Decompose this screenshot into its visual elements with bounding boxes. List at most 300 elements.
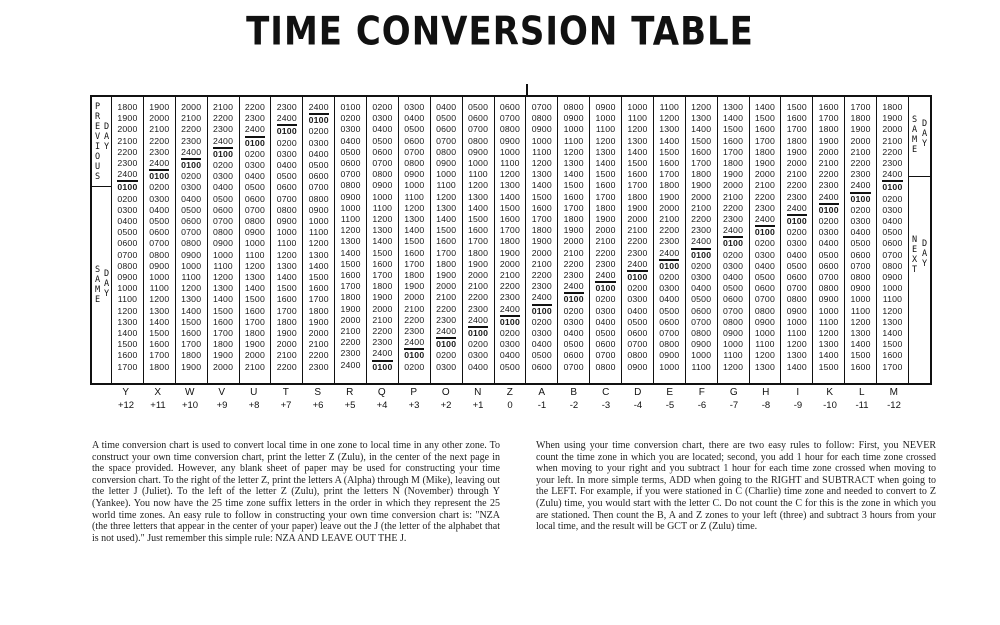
hour-cell: 1600	[181, 328, 202, 339]
hour-cell: 1300	[754, 361, 775, 372]
zone-column-z	[495, 97, 527, 383]
hour-cell: 0200	[467, 339, 489, 350]
hour-cell: 2000	[276, 339, 297, 350]
zone-m	[878, 386, 910, 420]
hour-cell: 0800	[786, 294, 807, 305]
hour-cell: 2100	[850, 146, 871, 157]
zone-d	[622, 386, 654, 420]
hour-cell: 0700	[308, 182, 329, 193]
hour-cell: 0700	[467, 124, 489, 135]
hour-cell: 0400	[372, 124, 393, 135]
hour-cell: 0100	[882, 182, 903, 193]
hour-cell: 1100	[659, 102, 680, 112]
zone-letter: M	[889, 387, 899, 398]
hour-cell: 1500	[149, 328, 170, 339]
same-day-label-right: DAY	[921, 119, 928, 149]
zone-letter: C	[602, 387, 610, 398]
hour-cell: 0500	[818, 249, 839, 260]
hour-cell: 2400	[595, 270, 616, 281]
hour-cell: 2400	[181, 146, 202, 157]
hour-cell: 1500	[818, 361, 839, 372]
zone-r	[334, 386, 366, 420]
hour-columns	[112, 97, 908, 383]
hour-cell: 1700	[181, 339, 202, 350]
hour-cell: 0600	[404, 135, 425, 146]
hour-cell: 0900	[754, 316, 775, 327]
hour-cell: 0300	[149, 193, 170, 204]
hour-cell: 0100	[850, 193, 871, 204]
hour-cell: 0100	[691, 249, 712, 260]
hour-cell: 0100	[818, 204, 839, 215]
hour-cell: 0100	[181, 160, 202, 171]
zone-column-g	[718, 97, 750, 383]
hour-cell: 2000	[436, 281, 457, 292]
hour-cell: 1000	[212, 249, 234, 260]
hour-cell: 0700	[754, 294, 775, 305]
hour-cell: 0700	[499, 113, 520, 124]
zone-letter: I	[796, 387, 800, 398]
zone-column-w	[176, 97, 208, 383]
hour-cell: 0500	[531, 350, 552, 361]
hour-cell: 2200	[372, 326, 393, 337]
hour-cell: 0900	[659, 350, 680, 361]
hour-cell: 1800	[308, 305, 329, 316]
hour-cell: 0900	[244, 227, 265, 238]
hour-cell: 2100	[691, 202, 712, 213]
conversion-table	[90, 95, 932, 385]
hour-cell: 1500	[531, 191, 552, 202]
hour-cell: 0900	[181, 249, 202, 260]
hour-cell: 1800	[340, 292, 361, 303]
hour-cell: 0400	[754, 260, 775, 271]
zone-letter: P	[410, 387, 418, 398]
hour-cell: 1300	[404, 214, 425, 225]
zone-column-q	[367, 97, 399, 383]
hour-cell: 1600	[786, 113, 807, 124]
zone-letter: G	[729, 387, 739, 398]
hour-cell: 2100	[563, 247, 584, 258]
hour-cell: 0800	[436, 146, 457, 157]
hour-cell: 2000	[882, 124, 903, 135]
zone-letter: D	[634, 387, 642, 398]
hour-cell: 0100	[467, 328, 489, 339]
hour-cell: 1100	[372, 202, 393, 213]
hour-cell: 0500	[212, 193, 234, 204]
zone-letter: F	[698, 387, 706, 398]
hour-cell: 0700	[722, 305, 744, 316]
hour-cell: 1200	[818, 328, 839, 339]
zone-g	[718, 386, 750, 420]
hour-cell: 0200	[882, 193, 903, 204]
hour-cell: 1000	[436, 169, 457, 180]
hour-cell: 0300	[531, 328, 552, 339]
hour-cell: 1600	[659, 158, 680, 169]
hour-cell: 1000	[181, 260, 202, 271]
hour-cell: 0400	[212, 182, 234, 193]
hour-cell: 1400	[181, 305, 202, 316]
hour-cell: 0100	[499, 316, 520, 327]
hour-cell: 2000	[722, 180, 744, 191]
hour-cell: 1500	[563, 180, 584, 191]
hour-cell: 0800	[308, 193, 329, 204]
hour-cell: 0200	[436, 350, 457, 361]
hour-cell: 1100	[595, 124, 616, 135]
hour-cell: 1800	[149, 361, 170, 372]
hour-cell: 1600	[149, 339, 170, 350]
hour-cell: 2400	[372, 348, 393, 359]
hour-cell: 0600	[340, 158, 361, 169]
hour-cell: 0300	[627, 294, 648, 305]
hour-cell: 1900	[786, 146, 807, 157]
hour-cell: 1500	[786, 102, 807, 112]
hour-cell: 0100	[595, 283, 616, 294]
hour-cell: 0300	[276, 148, 297, 159]
zone-column-r	[335, 97, 367, 383]
hour-cell: 0200	[754, 238, 775, 249]
hour-cell: 1200	[467, 180, 489, 191]
hour-cell: 0800	[659, 339, 680, 350]
zone-n	[462, 386, 494, 420]
hour-cell: 1200	[563, 146, 584, 157]
hour-cell: 1000	[467, 158, 489, 169]
hour-cell: 1600	[563, 191, 584, 202]
zone-letter: L	[858, 387, 866, 398]
hour-cell: 0600	[308, 171, 329, 182]
hour-cell: 1600	[722, 135, 744, 146]
zone-column-f	[686, 97, 718, 383]
hour-cell: 1700	[531, 214, 552, 225]
hour-cell: 1500	[595, 169, 616, 180]
hour-cell: 1400	[499, 191, 520, 202]
hour-cell: 2400	[404, 337, 425, 348]
zone-i	[782, 386, 814, 420]
hour-cell: 0100	[404, 350, 425, 361]
hour-cell: 1200	[212, 272, 234, 283]
zone-letter: U	[250, 387, 258, 398]
hour-cell: 0800	[882, 260, 903, 271]
hour-cell: 0700	[212, 216, 234, 227]
hour-cell: 0500	[499, 361, 520, 372]
hour-cell: 0200	[627, 283, 648, 294]
hour-cell: 1200	[595, 135, 616, 146]
hour-cell: 0600	[244, 193, 265, 204]
hour-cell: 1100	[850, 305, 871, 316]
hour-cell: 0700	[372, 158, 393, 169]
hour-cell: 0300	[308, 137, 329, 148]
zone-letter: E	[666, 387, 674, 398]
hour-cell: 0300	[404, 102, 425, 112]
hour-cell: 1300	[595, 146, 616, 157]
hour-cell: 1600	[436, 236, 457, 247]
hour-cell: 1800	[818, 124, 839, 135]
hour-cell: 2100	[595, 236, 616, 247]
hour-cell: 0200	[786, 227, 807, 238]
hour-cell: 1800	[181, 350, 202, 361]
hour-cell: 0600	[117, 238, 138, 249]
zone-column-y	[112, 97, 144, 383]
zone-column-e	[654, 97, 686, 383]
hour-cell: 1300	[372, 225, 393, 236]
hour-cell: 2300	[212, 124, 234, 135]
zone-column-t	[271, 97, 303, 383]
hour-cell: 1700	[308, 294, 329, 305]
zone-column-o	[431, 97, 463, 383]
hour-cell: 0600	[149, 227, 170, 238]
hour-cell: 1200	[372, 214, 393, 225]
hour-cell: 0400	[404, 113, 425, 124]
hour-cell: 0900	[882, 272, 903, 283]
hour-cell: 0400	[276, 160, 297, 171]
hour-cell: 1800	[786, 135, 807, 146]
zone-offset: -12	[887, 400, 901, 411]
hour-cell: 1600	[372, 258, 393, 269]
hour-cell: 2300	[850, 169, 871, 180]
hour-cell: 0400	[722, 272, 744, 283]
hour-cell: 0800	[149, 249, 170, 260]
hour-cell: 2200	[117, 146, 138, 157]
hour-cell: 1600	[117, 350, 138, 361]
same-day-left-segment	[92, 187, 111, 383]
hour-cell: 2100	[340, 326, 361, 337]
hour-cell: 1200	[691, 102, 712, 112]
hour-cell: 1100	[277, 238, 297, 249]
hour-cell: 0500	[276, 171, 297, 182]
hour-cell: 1900	[754, 158, 775, 169]
next-day-segment	[909, 177, 930, 383]
hour-cell: 1400	[659, 135, 680, 146]
hour-cell: 2000	[181, 102, 202, 112]
hour-cell: 1800	[499, 236, 520, 247]
zone-a	[526, 386, 558, 420]
hour-cell: 0800	[850, 272, 871, 283]
zone-letter: N	[474, 387, 482, 398]
hour-cell: 2200	[595, 247, 616, 258]
zone-offset: +6	[312, 400, 324, 411]
hour-cell: 0900	[308, 204, 329, 215]
hour-cell: 0500	[340, 146, 361, 157]
zone-column-p	[399, 97, 431, 383]
hour-cell: 1000	[531, 135, 552, 146]
hour-cell: 2100	[404, 303, 425, 314]
zone-letter: S	[314, 387, 322, 398]
hour-cell: 0400	[308, 148, 329, 159]
hour-cell: 1400	[149, 316, 170, 327]
hour-cell: 2200	[244, 102, 265, 112]
hour-cell: 1400	[244, 283, 265, 294]
hour-cell: 0500	[436, 113, 457, 124]
hour-cell: 1500	[117, 339, 138, 350]
zone-offset: +12	[117, 400, 135, 411]
hour-cell: 0600	[754, 283, 775, 294]
hour-cell: 0500	[882, 227, 903, 238]
hour-cell: 1400	[754, 102, 775, 112]
hour-cell: 0500	[722, 283, 744, 294]
zone-q	[366, 386, 398, 420]
zone-letter: W	[185, 387, 195, 398]
hour-cell: 2000	[563, 236, 584, 247]
hour-cell: 1200	[244, 260, 265, 271]
hour-cell: 1700	[659, 169, 680, 180]
hour-cell: 1800	[531, 225, 552, 236]
hour-cell: 1600	[627, 169, 648, 180]
zone-offset: -10	[823, 400, 837, 411]
hour-cell: 0700	[691, 316, 712, 327]
hour-cell: 0700	[244, 204, 265, 215]
hour-cell: 0100	[372, 361, 393, 372]
hour-cell: 0600	[659, 316, 680, 327]
hour-cell: 0800	[340, 180, 361, 191]
hour-cell: 2000	[627, 214, 648, 225]
hour-cell: 2000	[117, 124, 138, 135]
hour-cell: 1500	[372, 247, 393, 258]
hour-cell: 0900	[786, 305, 807, 316]
hour-cell: 0500	[467, 102, 489, 112]
hour-cell: 0500	[149, 216, 170, 227]
same-day-right-segment	[909, 97, 930, 177]
hour-cell: 1900	[149, 102, 170, 112]
hour-cell: 1800	[659, 180, 680, 191]
hour-cell: 1200	[436, 191, 457, 202]
hour-cell: 0300	[563, 316, 584, 327]
hour-cell: 1800	[404, 270, 425, 281]
hour-cell: 0400	[595, 316, 616, 327]
hour-cell: 1300	[722, 102, 744, 112]
hour-cell: 0700	[786, 283, 807, 294]
hour-cell: 2000	[499, 258, 520, 269]
same-day-label-left: DAY	[103, 269, 110, 299]
same-label-left: SAME	[94, 265, 101, 305]
hour-cell: 1700	[117, 361, 138, 372]
hour-cell: 1100	[563, 135, 584, 146]
hour-cell: 1700	[627, 180, 648, 191]
hour-cell: 0900	[117, 272, 138, 283]
hour-cell: 2400	[627, 258, 648, 269]
hour-cell: 2200	[691, 214, 712, 225]
hour-cell: 1000	[117, 283, 138, 294]
hour-cell: 2000	[149, 113, 170, 124]
zone-letter: R	[346, 387, 354, 398]
hour-cell: 1200	[754, 350, 775, 361]
hour-cell: 1000	[627, 102, 648, 112]
hour-cell: 2300	[691, 225, 712, 236]
hour-cell: 0100	[659, 260, 680, 271]
hour-cell: 0500	[754, 272, 775, 283]
hour-cell: 1200	[404, 202, 425, 213]
hour-cell: 2300	[372, 337, 393, 348]
zone-offset: -1	[537, 400, 547, 411]
zone-column-b	[558, 97, 590, 383]
hour-cell: 1200	[882, 305, 903, 316]
zone-offset: -9	[793, 400, 803, 411]
hour-cell: 1100	[245, 249, 265, 260]
hour-cell: 0100	[308, 115, 329, 126]
hour-cell: 0600	[818, 260, 839, 271]
hour-cell: 1400	[818, 350, 839, 361]
hour-cell: 1300	[786, 350, 807, 361]
hour-cell: 0800	[212, 227, 234, 238]
hour-cell: 0700	[340, 169, 361, 180]
hour-cell: 0300	[436, 361, 457, 372]
hour-cell: 2400	[563, 281, 584, 292]
hour-cell: 0200	[276, 137, 297, 148]
hour-cell: 0500	[404, 124, 425, 135]
hour-cell: 1300	[627, 135, 648, 146]
hour-cell: 1200	[149, 294, 170, 305]
hour-cell: 0900	[340, 191, 361, 202]
hour-cell: 0300	[467, 350, 489, 361]
hour-cell: 2300	[276, 102, 297, 112]
previous-label: PREVIOUS	[94, 102, 101, 182]
hour-cell: 1700	[149, 350, 170, 361]
hour-cell: 2300	[563, 270, 584, 281]
hour-cell: 1800	[691, 169, 712, 180]
hour-cell: 2300	[786, 191, 807, 202]
hour-cell: 1300	[659, 124, 680, 135]
hour-cell: 1000	[244, 238, 265, 249]
hour-cell: 0100	[531, 305, 552, 316]
hour-cell: 2400	[276, 113, 297, 124]
hour-cell: 0300	[244, 160, 265, 171]
hour-cell: 0600	[563, 350, 584, 361]
zone-offset: +10	[181, 400, 199, 411]
zone-z	[494, 386, 526, 420]
hour-cell: 0400	[882, 216, 903, 227]
hour-cell: 2100	[372, 314, 393, 325]
hour-cell: 1100	[181, 272, 201, 283]
hour-cell: 1100	[468, 169, 488, 180]
hour-cell: 1800	[244, 328, 265, 339]
hour-cell: 1400	[117, 328, 138, 339]
hour-cell: 1900	[850, 124, 871, 135]
hour-cell: 0200	[563, 305, 584, 316]
hour-cell: 0700	[181, 227, 202, 238]
hour-cell: 1500	[627, 158, 648, 169]
hour-cell: 2000	[754, 169, 775, 180]
hour-cell: 1400	[340, 247, 361, 258]
hour-cell: 1300	[308, 249, 329, 260]
hour-cell: 2300	[436, 314, 457, 325]
hour-cell: 1300	[181, 294, 202, 305]
hour-cell: 1700	[276, 305, 297, 316]
hour-cell: 1600	[467, 225, 489, 236]
hour-cell: 2400	[467, 314, 489, 325]
hour-cell: 2300	[499, 292, 520, 303]
hour-cell: 0700	[818, 272, 839, 283]
hour-cell: 1000	[659, 361, 680, 372]
hour-cell: 0800	[595, 361, 616, 372]
hour-cell: 1100	[691, 361, 711, 372]
hour-cell: 0400	[436, 102, 457, 112]
zone-offset: +2	[440, 400, 452, 411]
hour-cell: 0400	[117, 216, 138, 227]
zone-offset: +7	[280, 400, 292, 411]
hour-cell: 1300	[563, 158, 584, 169]
hour-cell: 0900	[276, 216, 297, 227]
hour-cell: 0500	[659, 305, 680, 316]
zone-w	[174, 386, 206, 420]
hour-cell: 2100	[244, 361, 265, 372]
hour-cell: 0100	[627, 272, 648, 283]
hour-cell: 2000	[691, 191, 712, 202]
hour-cell: 0800	[722, 316, 744, 327]
hour-cell: 1900	[117, 113, 138, 124]
hour-cell: 1400	[850, 339, 871, 350]
zone-letter: K	[826, 387, 834, 398]
hour-cell: 0900	[691, 339, 712, 350]
hour-cell: 0100	[276, 126, 297, 137]
hour-cell: 1500	[691, 135, 712, 146]
hour-cell: 0900	[531, 124, 552, 135]
